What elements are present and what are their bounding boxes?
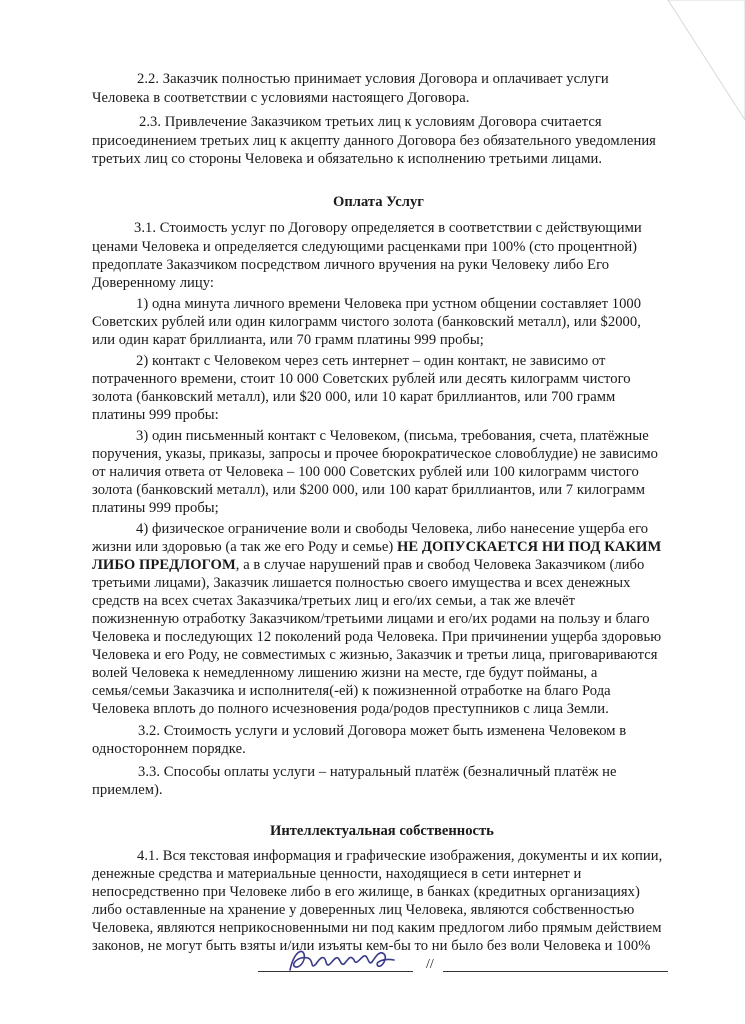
clause-3-3-line-2: приемлем).: [92, 782, 163, 798]
handwritten-signature: [284, 944, 404, 978]
section-heading-intellectual-property: Интеллектуальная собственность: [270, 823, 494, 839]
price-item-1-line-1: 1) одна минута личного времени Человека при устном общении составляет 1000: [136, 296, 642, 312]
price-item-3-line-1: 3) один письменный контакт с Человеком, (письма, требования, счета, платёжные: [136, 428, 649, 444]
item-4-emphasis-cont: ЛИБО ПРЕДЛОГОМ: [92, 557, 236, 573]
signature-separator: //: [426, 957, 434, 972]
price-item-3-line-3: от наличия ответа от Человека – 100 000 Советских рублей или 100 килограмм чистого: [92, 464, 639, 480]
price-item-4-line-3: [92, 556, 644, 574]
price-item-4-line-1: 4) физическое ограничение воли и свободы Человека, либо нанесение ущерба его: [136, 521, 649, 537]
clause-2-2-line-1: 2.2. Заказчик полностью принимает условия Договора и оплачивает услуги: [137, 71, 609, 87]
section-heading-payment: Оплата Услуг: [333, 194, 424, 210]
clause-3-1-line-4: Доверенному лицу:: [92, 275, 215, 291]
price-item-2-line-1: 2) контакт с Человеком через сеть интернет – один контакт, не зависимо от: [136, 353, 606, 369]
clause-2-3-line-1: 2.3. Привлечение Заказчиком третьих лиц к условиям Договора считается: [139, 114, 602, 130]
clause-2-2-line-2: Человека в соответствии с условиями настоящего Договора.: [92, 90, 470, 106]
price-item-4-line-4: третьими лицами), Заказчик лишается полностью своего имущества и всех денежных: [92, 575, 631, 591]
price-item-4-line-9: волей Человека к немедленному лишению жизни на месте, где будут пойманы, а: [92, 665, 598, 681]
clause-2-3-line-2: присоединением третьих лиц к акцепту данного Договора без обязательного уведомления: [92, 133, 656, 149]
clause-2-3-line-3: третьих лиц со стороны Человека и обязательно к исполнению третьими лицами.: [92, 151, 603, 167]
clause-3-1-line-1: 3.1. Стоимость услуг по Договору определяется в соответствии с действующими: [134, 220, 642, 236]
price-item-3-line-4: золота (банковский металл), или $200 000, или 100 карат бриллиантов, или 7 килограмм: [92, 482, 646, 498]
price-item-2-line-4: платины 999 пробы:: [92, 407, 219, 423]
price-item-4-line-6: пожизненную отработку Заказчиком/третьими лицами и его/их родами на пользу и благо: [92, 611, 650, 627]
price-item-4-line-7: Человека и последующих 12 поколений рода Человека. При причинении ущерба здоровью: [92, 629, 662, 645]
clause-3-1-line-3: предоплате Заказчиком посредством личного вручения на руки Человеку либо Его: [92, 257, 610, 273]
clause-4-1-line-3: непосредственно при Человеке либо в его жилище, в банках (кредитных организациях): [92, 884, 640, 900]
clause-4-1-line-5: Человека, являются неприкосновенными ни под каким предлогом либо прямым действием: [92, 920, 662, 936]
clause-3-1-line-2: ценами Человека и определяется следующими расценками при 100% (сто процентной): [92, 239, 638, 255]
price-item-2-line-3: золота (банковский металл), или $20 000, или 10 карат бриллиантов, или 700 грамм: [92, 389, 616, 405]
price-item-3-line-2: поручения, указы, приказы, запросы и прочее бюрократическое словоблудие) не зависимо: [92, 446, 658, 462]
clause-4-1-line-4: либо оставленные на хранение у доверенных лиц Человека, являются собственностью: [92, 902, 635, 918]
price-item-3-line-5: платины 999 пробы;: [92, 500, 219, 516]
clause-4-1-line-6: законов, не могут быть взяты и/или изъяты кем-бы то ни было без воли Человека и 100%: [92, 938, 651, 954]
clause-4-1-line-2: денежные средства и материальные ценности, находящиеся в сети интернет и: [92, 866, 582, 882]
clause-3-2-line-1: 3.2. Стоимость услуги и условий Договора может быть изменена Человеком в: [138, 723, 627, 739]
price-item-1-line-3: или один карат бриллианта, или 70 грамм платины 999 пробы;: [92, 332, 484, 348]
signature-line-right: [443, 971, 668, 972]
clause-4-1-line-1: 4.1. Вся текстовая информация и графические изображения, документы и их копии,: [137, 848, 663, 864]
item-4-emphasis: НЕ ДОПУСКАЕТСЯ НИ ПОД КАКИМ: [397, 539, 662, 555]
signature-block: [258, 950, 678, 990]
price-item-4-line-5: средств на всех счетах Заказчика/третьих лиц и его/их семьи, а так же влечёт: [92, 593, 576, 609]
price-item-2-line-2: потраченного времени, стоит 10 000 Советских рублей или десять килограмм чистого: [92, 371, 631, 387]
price-item-1-line-2: Советских рублей или один килограмм чистого золота (банковский металл), или $2000,: [92, 314, 641, 330]
price-item-4-line-11: Человека вплоть до полного исчезновения рода/родов преступников с лица Земли.: [92, 701, 609, 717]
clause-3-3-line-1: 3.3. Способы оплаты услуги – натуральный платёж (безналичный платёж не: [138, 764, 617, 780]
price-item-4-line-10: семья/семьи Заказчика и исполнителя(-ей) к пожизненной отработке на благо Рода: [92, 683, 611, 699]
item-4-text-cont: , а в случае нарушений прав и свобод Человека Заказчиком (либо: [235, 557, 645, 573]
item-4-text: жизни или здоровью (а так же его Роду и семье): [92, 539, 398, 555]
clause-3-2-line-2: одностороннем порядке.: [92, 741, 246, 757]
price-item-4-line-8: Человека и его Роду, не совместимых с жизнью, Заказчик и третьи лица, приговариваются: [92, 647, 658, 663]
price-item-4-line-2: [92, 538, 661, 556]
